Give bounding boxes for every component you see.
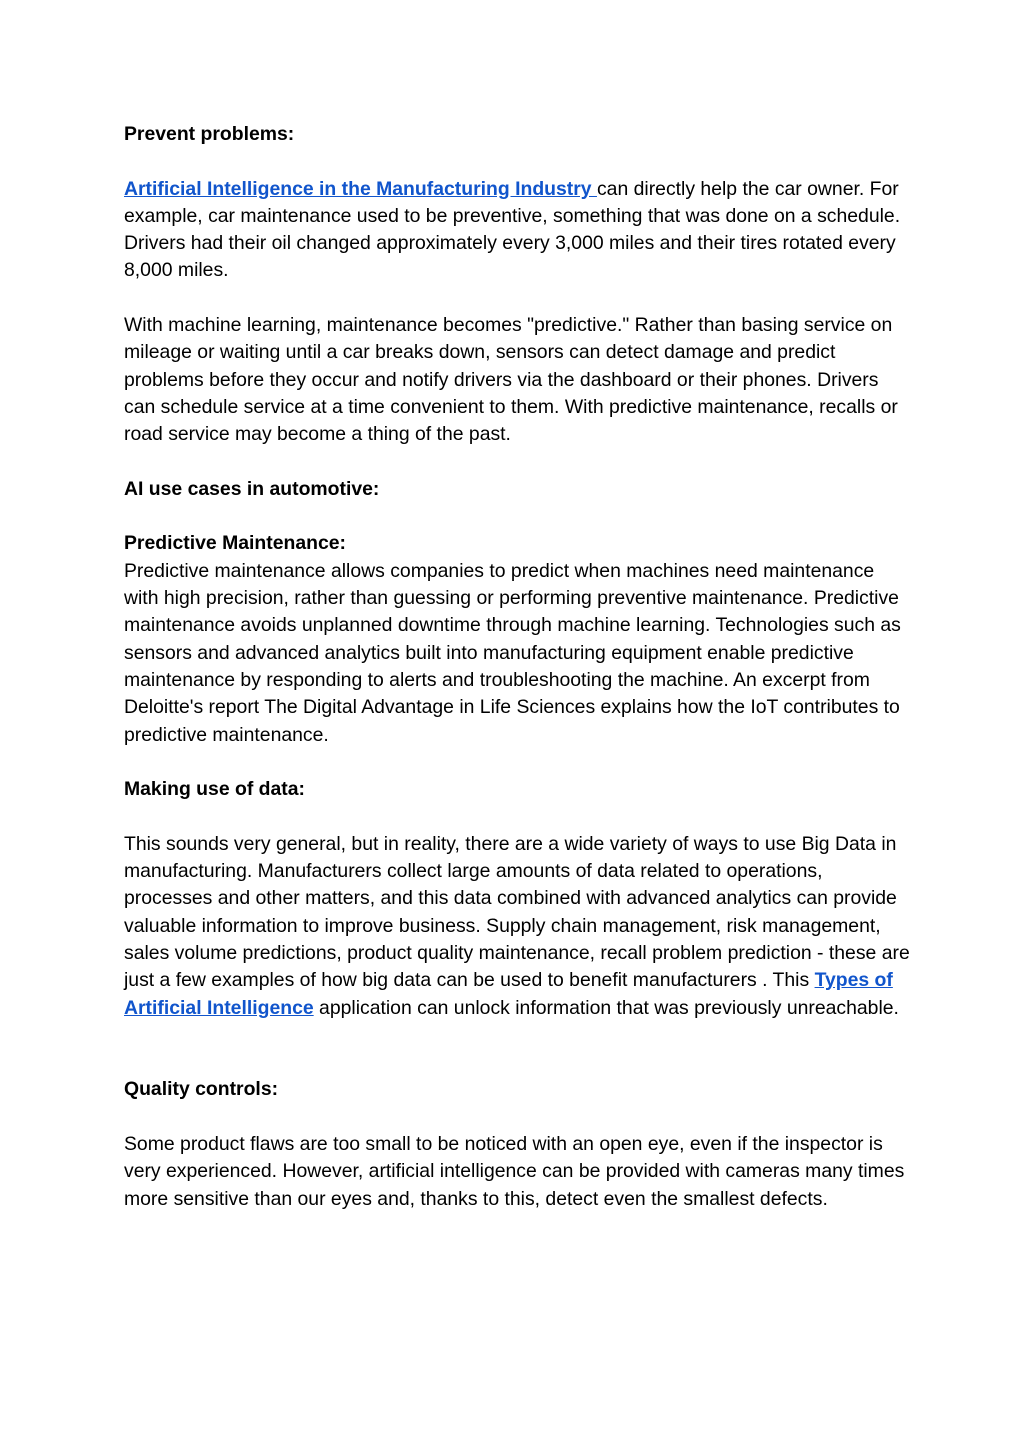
paragraph-data-text-before: This sounds very general, but in reality, there are a wide variety of ways to use Big Data in manufacturing. Manufacturers collect large amounts of data related to operations, processes and other matters, and this data combined with advanced analytics can provide valuable information to improve business. Supply chain management, risk management, sales volume predictions, product quality maintenance, recall problem prediction - these are just a few examples of how big data can be used to benefit manufacturers . This (124, 832, 910, 992)
paragraph-prevent-1-text: can directly help the car owner. For example, car maintenance used to be preventive, something that was done on a schedule. Drivers had their oil changed approximately every 3,000 miles and their tires rotated every 8,000 miles. (124, 177, 901, 282)
heading-predictive-maintenance: Predictive Maintenance: (124, 532, 346, 555)
paragraph-data-text-after: application can unlock information that was previously unreachable. (313, 996, 899, 1019)
link-types-of-ai[interactable]: Types of Artificial Intelligence (124, 969, 893, 1019)
heading-making-use-of-data: Making use of data: (124, 778, 306, 801)
document-page (124, 121, 914, 1240)
paragraph-quality-controls: Some product flaws are too small to be noticed with an open eye, even if the inspector is very experienced. However, artificial intelligence can be provided with cameras many times more sensitive than our eyes and, thanks to this, detect even the smallest defects. (124, 1132, 905, 1210)
paragraph-making-use-of-data (124, 831, 914, 1022)
heading-prevent-problems: Prevent problems: (124, 123, 295, 145)
paragraph-predictive-maintenance: Predictive maintenance allows companies to predict when machines need maintenance with high precision, rather than guessing or performing preventive maintenance. Predictive maintenance avoids unplanned downtime through machine learning. Technologies such as sensors and advanced analytics built into manufacturing equipment enable predictive maintenance by responding to alerts and troubleshooting the machine. An excerpt from Deloitte's report The Digital Advantage in Life Sciences explains how the IoT contributes to predictive maintenance. (124, 559, 901, 746)
heading-quality-controls: Quality controls: (124, 1078, 279, 1101)
link-ai-manufacturing[interactable]: Artificial Intelligence in the Manufacturing Industry (124, 177, 597, 200)
paragraph-prevent-1 (124, 176, 914, 285)
heading-ai-use-cases: AI use cases in automotive: (124, 477, 380, 500)
paragraph-prevent-2: With machine learning, maintenance becomes "predictive." Rather than basing service on mileage or waiting until a car breaks down, sensors can detect damage and predict problems before they occur and notify drivers via the dashboard or their phones. Drivers can schedule service at a time convenient to them. With predictive maintenance, recalls or road service may become a thing of the past. (124, 314, 898, 446)
